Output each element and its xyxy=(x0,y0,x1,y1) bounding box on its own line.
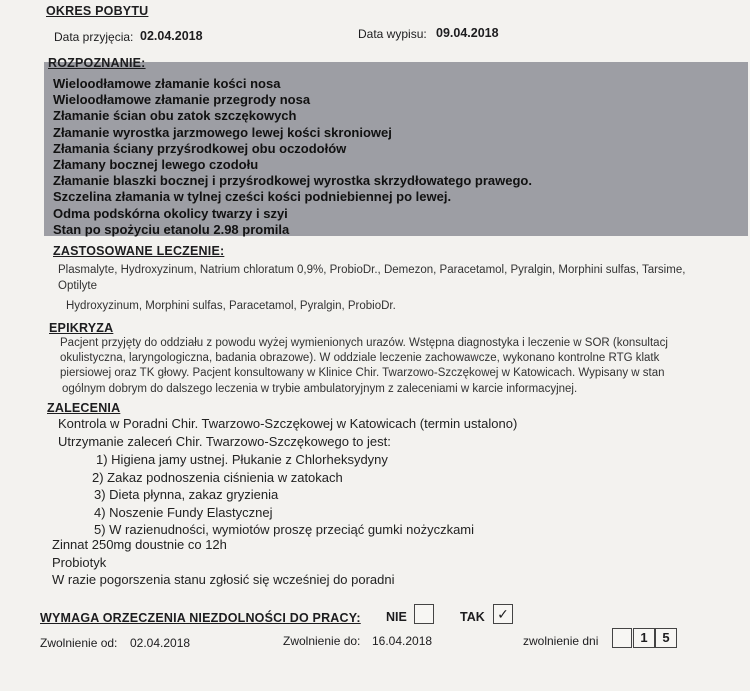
recommendation-line: Zinnat 250mg doustnie co 12h xyxy=(52,537,227,552)
admission-label: Data przyjęcia: xyxy=(54,30,134,44)
leave-days-digit: 5 xyxy=(655,628,677,648)
diagnosis-line: Szczelina złamania w tylnej cześci kości podniebiennej po lewej. xyxy=(53,189,452,205)
diagnosis-line: Złamanie blaszki bocznej i przyśrodkowej wyrostka skrzydłowatego prawego. xyxy=(53,173,532,189)
diagnosis-line: Złamania ściany przyśrodkowej obu oczodołów xyxy=(53,140,347,156)
treatment-line: Plasmalyte, Hydroxyzinum, Natrium chloratum 0,9%, ProbioDr., Demezon, Paracetamol, Pyralgin, Morphini sulfas, Tarsime, xyxy=(58,264,686,276)
treatment-header: ZASTOSOWANE LECZENIE: xyxy=(53,244,225,258)
leave-from-date: 02.04.2018 xyxy=(130,636,191,650)
recommendation-item: 1) Higiena jamy ustnej. Płukanie z Chlorheksydyny xyxy=(96,452,388,467)
diagnosis-header: ROZPOZNANIE: xyxy=(48,56,146,70)
recommendations-header: ZALECENIA xyxy=(47,401,121,415)
recommendation-item: 4) Noszenie Fundy Elastycznej xyxy=(94,504,273,520)
leave-days-box-empty xyxy=(612,628,632,648)
leave-from-label: Zwolnienie od: xyxy=(40,636,118,650)
treatment-line: Hydroxyzinum, Morphini sulfas, Paracetamol, Pyralgin, ProbioDr. xyxy=(66,300,396,312)
epicrisis-text xyxy=(60,336,750,397)
discharge-date: 09.04.2018 xyxy=(436,26,499,40)
admission-date: 02.04.2018 xyxy=(140,29,203,43)
recommendation-items xyxy=(94,451,474,539)
leave-days-label: zwolnienie dni xyxy=(523,634,599,648)
yes-checkbox[interactable] xyxy=(493,604,513,624)
epicrisis-line: ogólnym dobrym do dalszego leczenia w trybie ambulatoryjnym z zaleceniami w karcie informacyjnej. xyxy=(62,382,578,395)
treatment-line: Optilyte xyxy=(58,280,97,292)
no-label: NIE xyxy=(386,610,407,624)
no-checkbox[interactable] xyxy=(414,604,434,624)
sick-leave-question: WYMAGA ORZECZENIA NIEZDOLNOŚCI DO PRACY: xyxy=(40,611,361,625)
leave-to-label: Zwolnienie do: xyxy=(283,634,361,648)
epicrisis-line: Pacjent przyjęty do oddziału z powodu wyżej wymienionych urazów. Wstępna diagnostyka i leczenie w SOR (konsultacj xyxy=(60,337,668,349)
leave-to-date: 16.04.2018 xyxy=(372,634,433,648)
recommendation-item: 2) Zakaz podnoszenia ciśnienia w zatokach xyxy=(92,469,343,485)
epicrisis-line: okulistyczna, laryngologiczna, badania obrazowe). W oddziale leczenie zachowawcze, wykonano kontrolne RTG klatk xyxy=(60,352,660,365)
recommendation-line: W razie pogorszenia stanu zgłosić się wcześniej do poradni xyxy=(52,572,395,587)
recommendation-line: Probiotyk xyxy=(52,555,107,570)
check-mark-icon: ✓ xyxy=(497,606,509,622)
diagnosis-line: Złamanie ścian obu zatok szczękowych xyxy=(53,108,297,124)
diagnosis-list xyxy=(53,76,532,238)
diagnosis-line: Wieloodłamowe złamanie przegrody nosa xyxy=(53,92,311,108)
recommendation-item: 5) W razienudności, wymiotów proszę przeciąć gumki nożyczkami xyxy=(94,522,475,538)
recommendation-line: Kontrola w Poradni Chir. Twarzowo-Szczękowej w Katowicach (termin ustalono) xyxy=(58,416,518,431)
diagnosis-line: Złamany bocznej lewego czodołu xyxy=(53,157,259,173)
leave-days-digit: 1 xyxy=(633,628,655,648)
epicrisis-line: piersiowej oraz TK głowy. Pacjent konsultowany w Klinice Chir. Twarzowo-Szczękowej w Katowicach. Wypisany w stan xyxy=(60,367,665,380)
discharge-label: Data wypisu: xyxy=(358,27,427,41)
epicrisis-header: EPIKRYZA xyxy=(49,321,114,335)
diagnosis-line: Odma podskórna okolicy twarzy i szyi xyxy=(53,205,288,221)
stay-header: OKRES POBYTU xyxy=(46,4,149,18)
diagnosis-line: Stan po spożyciu etanolu 2.98 promila xyxy=(53,221,290,237)
diagnosis-line: Złamanie wyrostka jarzmowego lewej kości skroniowej xyxy=(53,124,392,140)
yes-label: TAK xyxy=(460,610,485,624)
recommendation-line: Utrzymanie zaleceń Chir. Twarzowo-Szczękowego to jest: xyxy=(58,434,391,449)
diagnosis-line: Wieloodłamowe złamanie kości nosa xyxy=(53,76,281,91)
recommendation-item: 3) Dieta płynna, zakaz gryzienia xyxy=(94,487,279,503)
